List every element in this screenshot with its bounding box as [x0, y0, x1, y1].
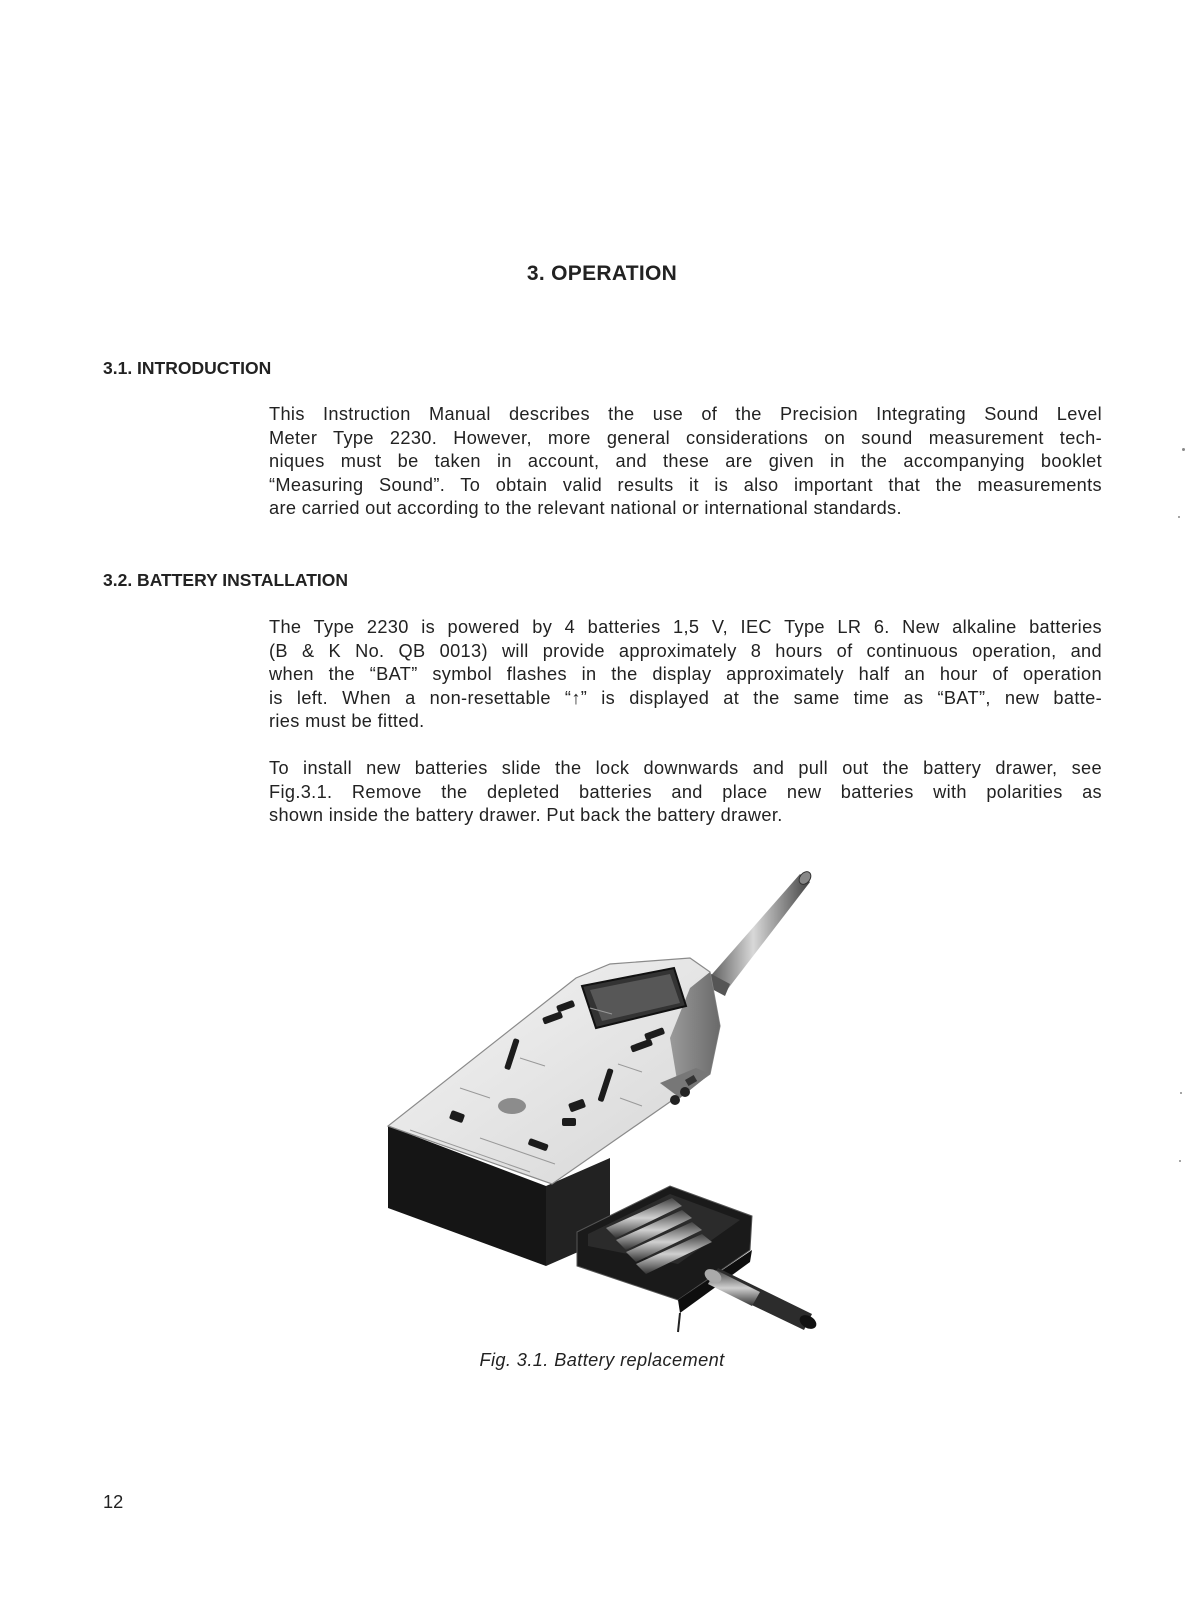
text-line: Fig.3.1. Remove the depleted batteries and place new batteries with polarities as [269, 781, 1102, 802]
figure-sound-level-meter [380, 868, 830, 1340]
sound-level-meter-photo [380, 868, 830, 1340]
figure-caption: Fig. 3.1. Battery replacement [479, 1350, 725, 1370]
text-line: “Measuring Sound”. To obtain valid results it is also important that the measurements [269, 474, 1102, 495]
paragraph-introduction [269, 403, 1102, 521]
section-heading-introduction: 3.1. INTRODUCTION [103, 358, 272, 378]
text-line: are carried out according to the relevant national or international standards. [269, 498, 902, 519]
paragraph-battery-power [269, 616, 1102, 734]
paragraph-battery-replacement [269, 757, 1102, 828]
text-line: ries must be fitted. [269, 711, 425, 732]
text-line: This Instruction Manual describes the use of the Precision Integrating Sound Level [269, 404, 1102, 424]
text-line: (B & K No. QB 0013) will provide approximately 8 hours of continuous operation, and [269, 640, 1102, 661]
section-heading-battery-installation: 3.2. BATTERY INSTALLATION [103, 570, 349, 590]
text-line: To install new batteries slide the lock downwards and pull out the battery drawer, see [269, 758, 1102, 778]
text-line: The Type 2230 is powered by 4 batteries 1,5 V, IEC Type LR 6. New alkaline batteries [269, 617, 1102, 637]
scan-speck [1179, 1160, 1181, 1162]
text-line: niques must be taken in account, and these are given in the accompanying booklet [269, 451, 1102, 472]
chapter-title: 3. OPERATION [526, 262, 678, 285]
text-line: when the “BAT” symbol flashes in the display approximately half an hour of operation [269, 664, 1102, 685]
text-line: Meter Type 2230. However, more general considerations on sound measurement tech- [269, 427, 1102, 448]
page-number: 12 [103, 1492, 124, 1512]
scan-speck [1178, 516, 1180, 518]
text-line: is left. When a non-resettable “↑” is displayed at the same time as “BAT”, new batte- [269, 687, 1102, 708]
loose-battery [702, 1266, 819, 1331]
scan-speck [1180, 1092, 1182, 1094]
text-line: shown inside the battery drawer. Put back the battery drawer. [269, 805, 783, 826]
scan-speck [1182, 448, 1185, 451]
microphone-rod [695, 869, 813, 996]
